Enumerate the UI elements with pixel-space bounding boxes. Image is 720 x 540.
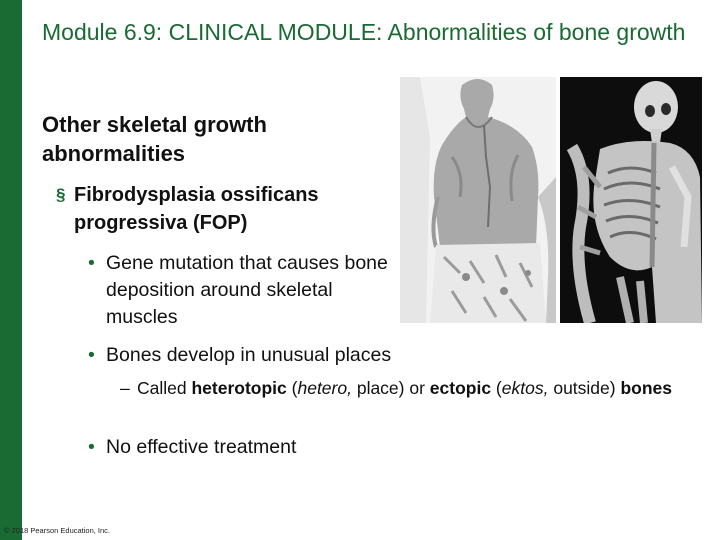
section-heading: Other skeletal growth abnormalities	[42, 112, 267, 166]
term-hetero: hetero,	[297, 378, 352, 398]
copyright-footer: © 2018 Pearson Education, Inc.	[4, 526, 111, 535]
text-part: Called	[137, 378, 192, 398]
text-part: (	[286, 378, 298, 398]
sub-bullet-marker: •	[88, 252, 95, 274]
sub-bullet-marker: •	[88, 436, 95, 458]
sub-sub-text	[137, 376, 677, 400]
text-part: outside)	[548, 378, 621, 398]
text-part: place) or	[351, 378, 430, 398]
patient-back-photo	[400, 77, 556, 323]
term-ektos: ektos,	[501, 378, 549, 398]
sub-bullet-text: Gene mutation that causes bone deposition around skeletal muscles	[106, 252, 388, 328]
term-heterotopic: heterotopic	[191, 378, 287, 398]
sub-bullet-marker: •	[88, 344, 95, 366]
term-bones: bones	[620, 378, 672, 398]
sub-bullet-text: No effective treatment	[106, 436, 297, 458]
term-ectopic: ectopic	[429, 378, 492, 398]
photo-group	[400, 77, 702, 323]
fop-skeleton-photo	[560, 77, 702, 323]
left-accent-bar	[0, 0, 22, 540]
bullet-text: Fibrodysplasia ossificans progressiva (FOP)	[74, 184, 319, 234]
sub-bullet-text: Bones develop in unusual places	[106, 344, 392, 366]
bullet-marker: §	[56, 185, 66, 204]
slide-title: Module 6.9: CLINICAL MODULE: Abnormalities of bone growth	[42, 19, 686, 45]
text-part: (	[491, 378, 502, 398]
dash-marker: –	[120, 378, 130, 398]
